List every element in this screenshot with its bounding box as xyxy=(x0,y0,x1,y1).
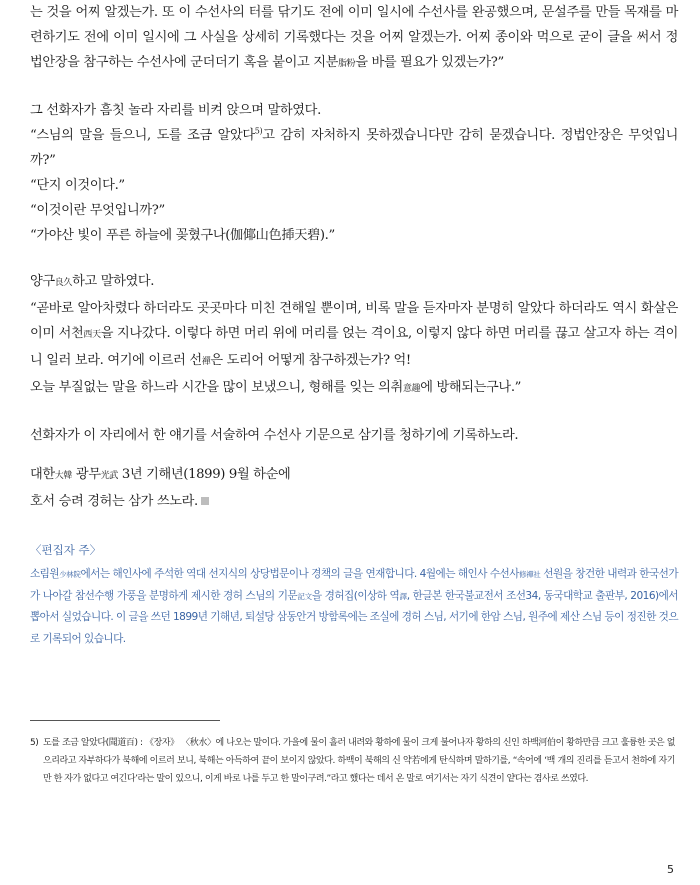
spacer xyxy=(30,77,678,98)
paragraph xyxy=(30,123,678,173)
signature-line xyxy=(30,489,678,514)
hanja: 修禪社 xyxy=(518,570,541,579)
text: 을 바를 필요가 있겠는가?” xyxy=(355,55,504,70)
hanja: 譯 xyxy=(399,591,407,601)
paragraph: “이것이란 무엇입니까?” xyxy=(30,203,165,218)
main-text xyxy=(30,0,678,514)
text: 는 것을 어찌 알겠는가. 또 이 수선사의 터를 닦기도 전에 이미 일시에 수선사를 완공했으며, 문설주를 만들 목재를 마련하기도 전에 이미 일시에 그 사실을 상세히 기록했다는 것을 어찌 알겠는가. 어찌 종이와 먹으로 굳이 글을 써서 정법안장을 참구하는 수선사에 군더더기 혹을 붙이고 지분 xyxy=(30,5,678,70)
footnote xyxy=(30,734,675,788)
text: 에서는 해인사에 주석한 역대 선지식의 상당법문이나 경책의 글을 연재합니다. 4월에는 해인사 수선사 xyxy=(80,568,519,580)
editor-note-heading: 〈편집자 주〉 xyxy=(30,543,102,557)
end-mark-icon xyxy=(201,497,209,505)
paragraph xyxy=(30,269,678,296)
footnote-divider xyxy=(30,720,220,721)
hanja: 脂粉 xyxy=(338,59,356,69)
spacer xyxy=(30,402,678,423)
paragraph xyxy=(30,296,678,375)
paragraph: 그 선화자가 흠칫 놀라 자리를 비켜 앉으며 말하였다. xyxy=(30,103,321,118)
spacer xyxy=(30,248,678,269)
text: 대한 xyxy=(30,467,55,482)
hanja: 記文 xyxy=(297,591,312,601)
hanja: 禪 xyxy=(201,357,211,367)
spacer xyxy=(30,448,678,462)
editor-note-body xyxy=(30,564,678,650)
text: , 한글본 한국불교전서 조선34, 동국대학교 출판부, 2016)에서 뽑아서 실었습니다. 이 글을 쓰던 1899년 기해년, 퇴설당 삼동안거 방함록에는 조실에 경허 스님, 서기에 한암 스님, 원주에 제산 스님 등이 정진한 것으로 기록되어 있습니다. xyxy=(30,589,678,645)
hanja: 少林院 xyxy=(59,570,81,579)
hanja: 西天 xyxy=(83,330,101,340)
text: 선원을 창건한 내력과 한국선가가 나아갈 참선수행 가풍을 분명하게 제시한 경허 스님의 기문 xyxy=(30,568,679,602)
text: 을 지나갔다. 이렇다 하면 머리 위에 머리를 얹는 격이요, 이렇지 않다 하면 머리를 끊고 살고자 하는 격이니 일러 보라. 여기에 이르러 선 xyxy=(30,326,678,368)
footnote-ref: 5) xyxy=(254,126,263,136)
text: “곧바로 알아차렸다 하더라도 곳곳마다 미친 견해일 뿐이며, 비록 말을 듣자마자 분명히 알았다 하더라도 역시 화살은 이미 서천 xyxy=(30,301,678,341)
text: 고 감히 자처하지 못하겠습니다만 감히 묻겠습니다. 정법안장은 무엇입니까?” xyxy=(30,128,678,168)
paragraph xyxy=(30,0,678,77)
text: 양구 xyxy=(30,274,55,289)
text: 은 도리어 어떻게 참구하겠는가? 억! xyxy=(210,353,411,368)
text: 3년 기해년(1899) 9월 하순에 xyxy=(118,467,291,482)
text: 을 경허집(이상하 역 xyxy=(311,589,400,602)
text: 에 방해되는구나.” xyxy=(420,380,522,395)
page-number: 5 xyxy=(667,863,674,876)
paragraph: 선화자가 이 자리에서 한 얘기를 서술하여 수선사 기문으로 삼기를 청하기에 기록하노라. xyxy=(30,428,519,443)
text: 오늘 부질없는 말을 하느라 시간을 많이 보냈으니, 형해를 잊는 의취 xyxy=(30,380,403,395)
hanja: 意趣 xyxy=(402,384,421,394)
editor-note xyxy=(30,540,678,650)
hanja: 光武 xyxy=(100,471,119,481)
text: 광무 xyxy=(72,467,101,482)
paragraph: “가야산 빛이 푸른 하늘에 꽂혔구나(伽倻山色揷天碧).” xyxy=(30,228,335,243)
footnote-number: 5) xyxy=(30,738,39,748)
text: “스님의 말을 들으니, 도를 조금 알았다 xyxy=(30,128,255,143)
text: 하고 말하였다. xyxy=(72,274,155,289)
text: 소림원 xyxy=(30,568,60,580)
text: 호서 승려 경허는 삼가 쓰노라. xyxy=(30,494,198,509)
paragraph: “단지 이것이다.” xyxy=(30,178,125,193)
paragraph xyxy=(30,375,678,402)
hanja: 大韓 xyxy=(54,471,73,481)
date-line xyxy=(30,462,678,489)
hanja: 良久 xyxy=(54,278,73,288)
footnote-text: 도를 조금 알았다(聞道百) : 《장자》 〈秋水〉에 나오는 말이다. 가을에 물이 흘러 내려와 황하에 물이 크게 불어나자 황하의 신인 하백河伯이 황하만큼 크고 훌륭한 곳은 없으리라고 자부하다가 북해에 이르러 보니, 북해는 아득하여 끝이 보이지 않았다. 하백이 북해의 신 약若에게 탄식하며 말하기를, “속어에 ‘백 개의 진리를 듣고서 천하에 자기만 한 자가 없다고 여긴다’라는 말이 있으니, 이게 바로 나를 두고 한 말이구려.”라고 했다는 데서 온 말로 여기서는 자기 식견이 얕다는 겸사로 쓰였다. xyxy=(43,738,675,784)
